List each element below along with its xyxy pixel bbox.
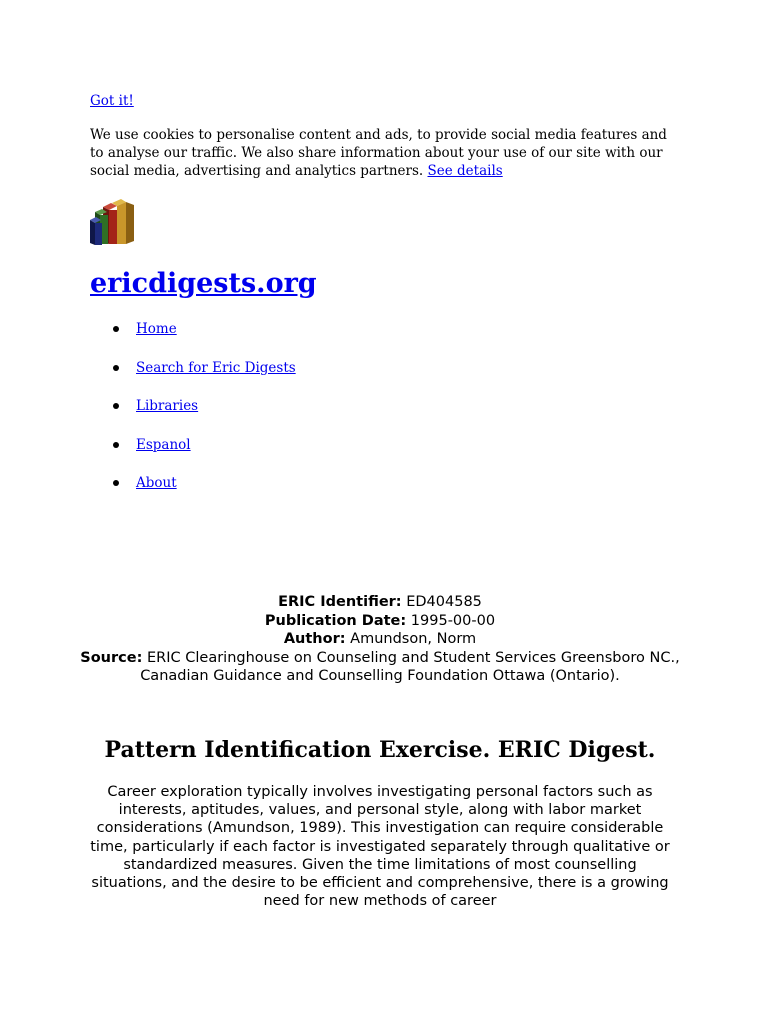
- books-logo-icon[interactable]: [90, 198, 136, 246]
- nav-item-espanol: [90, 436, 296, 475]
- nav-link-home[interactable]: Home: [136, 321, 177, 337]
- author-value: Amundson, Norm: [350, 631, 477, 647]
- document-title: Pattern Identification Exercise. ERIC Digest.: [104, 737, 656, 763]
- see-details-link[interactable]: See details: [427, 163, 503, 179]
- main-nav: [90, 320, 296, 513]
- nav-item-search: [90, 359, 296, 398]
- nav-link-about[interactable]: About: [136, 475, 177, 491]
- cookie-notice-text: [90, 126, 680, 180]
- cookie-text: We use cookies to personalise content and ads, to provide social media features and to analyse our traffic. We also share information about your use of our site with our social media, advertising and analytics partners.: [90, 127, 667, 179]
- date-row: [70, 612, 690, 631]
- site-title: [90, 266, 317, 302]
- identifier-label: ERIC Identifier:: [278, 594, 402, 610]
- identifier-value: ED404585: [406, 594, 482, 610]
- nav-item-home: [90, 320, 296, 359]
- site-title-link[interactable]: ericdigests.org: [90, 268, 317, 299]
- nav-link-search[interactable]: Search for Eric Digests: [136, 359, 296, 376]
- source-value: ERIC Clearinghouse on Counseling and Student Services Greensboro NC., Canadian Guidance and Counselling Foundation Ottawa (Ontario).: [140, 649, 680, 684]
- source-label: Source:: [80, 649, 143, 666]
- document-body: Career exploration typically involves investigating personal factors such as interests, aptitudes, values, and personal style, along with labor market considerations (Amundson, 1989). This investigation can require considerable time, particularly if each factor is investigated separately through qualitative or standardized measures. Given the time limitations of most counselling situations, and the desire to be efficient and comprehensive, there is a growing need for new methods of career: [90, 784, 670, 910]
- nav-link-libraries[interactable]: Libraries: [136, 398, 199, 414]
- nav-item-libraries: [90, 397, 296, 436]
- author-label: Author:: [283, 631, 346, 647]
- nav-link-espanol[interactable]: Espanol: [136, 436, 191, 453]
- document-metadata: [70, 593, 690, 686]
- cookie-notice: [90, 92, 680, 180]
- identifier-row: [70, 593, 690, 612]
- author-row: [70, 630, 690, 649]
- got-it-link[interactable]: Got it!: [90, 93, 134, 109]
- date-value: 1995-00-00: [410, 612, 496, 629]
- source-row: [70, 649, 690, 686]
- nav-item-about: [90, 474, 296, 513]
- date-label: Publication Date:: [264, 612, 407, 629]
